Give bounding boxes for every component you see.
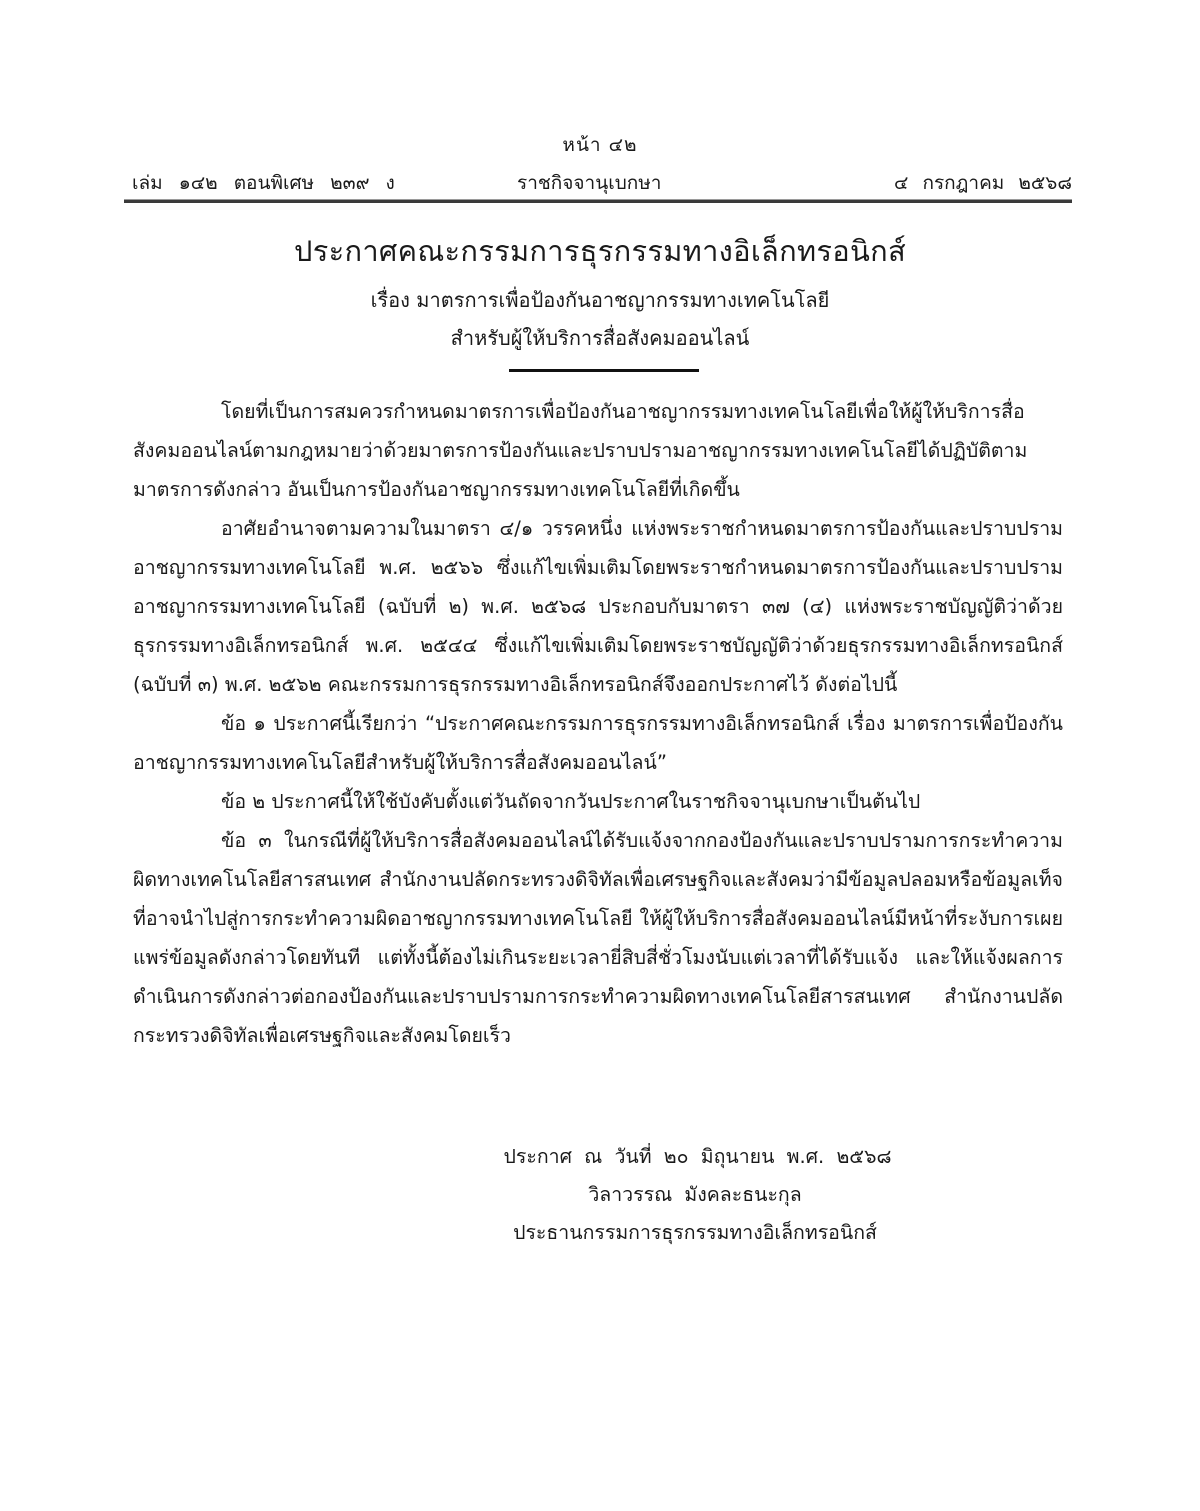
signatory-name: วิลาวรรณ มังคละธนะกุล xyxy=(588,1183,802,1206)
volume-issue: เล่ม ๑๔๒ ตอนพิเศษ ๒๓๙ ง xyxy=(132,172,395,194)
announcement-date: ประกาศ ณ วันที่ ๒๐ มิถุนายน พ.ศ. ๒๕๖๘ xyxy=(503,1145,892,1168)
signatory-position: ประธานกรรมการธุรกรรมทางอิเล็กทรอนิกส์ xyxy=(513,1221,877,1244)
page-number: หน้า ๔๒ xyxy=(562,134,638,156)
document-subject-line-1: เรื่อง มาตรการเพื่อป้องกันอาชญากรรมทางเทคโนโลยี xyxy=(370,288,830,312)
clause-3: ข้อ ๓ ในกรณีที่ผู้ให้บริการสื่อสังคมออนไลน์ได้รับแจ้งจากกองป้องกันและปราบปรามการกระทำความผิดทางเทคโนโลยีสารสนเทศ สำนักงานปลัดกระทรวงดิจิทัลเพื่อเศรษฐกิจและสังคมว่ามีข้อมูลปลอมหรือข้อมูลเท็จที่อาจนำไปสู่การกระทำความผิดอาชญากรรมทางเทคโนโลยี ให้ผู้ให้บริการสื่อสังคมออนไลน์มีหน้าที่ระงับการเผยแพร่ข้อมูลดังกล่าวโดยทันที แต่ทั้งนี้ต้องไม่เกินระยะเวลายี่สิบสี่ชั่วโมงนับแต่เวลาที่ได้รับแจ้ง และให้แจ้งผลการดำเนินการดังกล่าวต่อกองป้องกันและปราบปรามการกระทำความผิดทางเทคโนโลยีสารสนเทศ สำนักงานปลัดกระทรวงดิจิทัลเพื่อเศรษฐกิจและสังคมโดยเร็ว xyxy=(133,829,1063,1047)
clause-2: ข้อ ๒ ประกาศนี้ให้ใช้บังคับตั้งแต่วันถัดจากวันประกาศในราชกิจจานุเบกษาเป็นต้นไป xyxy=(221,790,921,813)
authority-paragraph: อาศัยอำนาจตามความในมาตรา ๔/๑ วรรคหนึ่ง แห่งพระราชกำหนดมาตรการป้องกันและปราบปรามอาชญากรรมทางเทคโนโลยี พ.ศ. ๒๕๖๖ ซึ่งแก้ไขเพิ่มเติมโดยพระราชกำหนดมาตรการป้องกันและปราบปรามอาชญากรรมทางเทคโนโลยี (ฉบับที่ ๒) พ.ศ. ๒๕๖๘ ประกอบกับมาตรา ๓๗ (๔) แห่งพระราชบัญญัติว่าด้วยธุรกรรมทางอิเล็กทรอนิกส์ พ.ศ. ๒๕๔๔ ซึ่งแก้ไขเพิ่มเติมโดยพระราชบัญญัติว่าด้วยธุรกรรมทางอิเล็กทรอนิกส์ (ฉบับที่ ๓) พ.ศ. ๒๕๖๒ คณะกรรมการธุรกรรมทางอิเล็กทรอนิกส์จึงออกประกาศไว้ ดังต่อไปนี้ xyxy=(133,517,1063,696)
signature-block xyxy=(0,1138,1200,1252)
document-subject-line-2: สำหรับผู้ให้บริการสื่อสังคมออนไลน์ xyxy=(450,326,750,350)
header-rule xyxy=(124,199,1072,203)
publication-name: ราชกิจจานุเบกษา xyxy=(517,172,662,194)
document-title: ประกาศคณะกรรมการธุรกรรมทางอิเล็กทรอนิกส์ xyxy=(294,234,906,268)
preamble-paragraph: โดยที่เป็นการสมควรกำหนดมาตรการเพื่อป้องกันอาชญากรรมทางเทคโนโลยีเพื่อให้ผู้ให้บริการสื่อสังคมออนไลน์ตามกฎหมายว่าด้วยมาตรการป้องกันและปราบปรามอาชญากรรมทางเทคโนโลยีได้ปฏิบัติตามมาตรการดังกล่าว อันเป็นการป้องกันอาชญากรรมทางเทคโนโลยีที่เกิดขึ้น xyxy=(133,400,1028,501)
running-header xyxy=(132,168,1072,198)
publication-date: ๔ กรกฎาคม ๒๕๖๘ xyxy=(894,172,1072,194)
clause-1: ข้อ ๑ ประกาศนี้เรียกว่า “ประกาศคณะกรรมการธุรกรรมทางอิเล็กทรอนิกส์ เรื่อง มาตรการเพื่อป้องกันอาชญากรรมทางเทคโนโลยีสำหรับผู้ให้บริการสื่อสังคมออนไลน์” xyxy=(133,712,1063,774)
document-body xyxy=(133,392,1063,1055)
title-divider xyxy=(509,369,699,372)
